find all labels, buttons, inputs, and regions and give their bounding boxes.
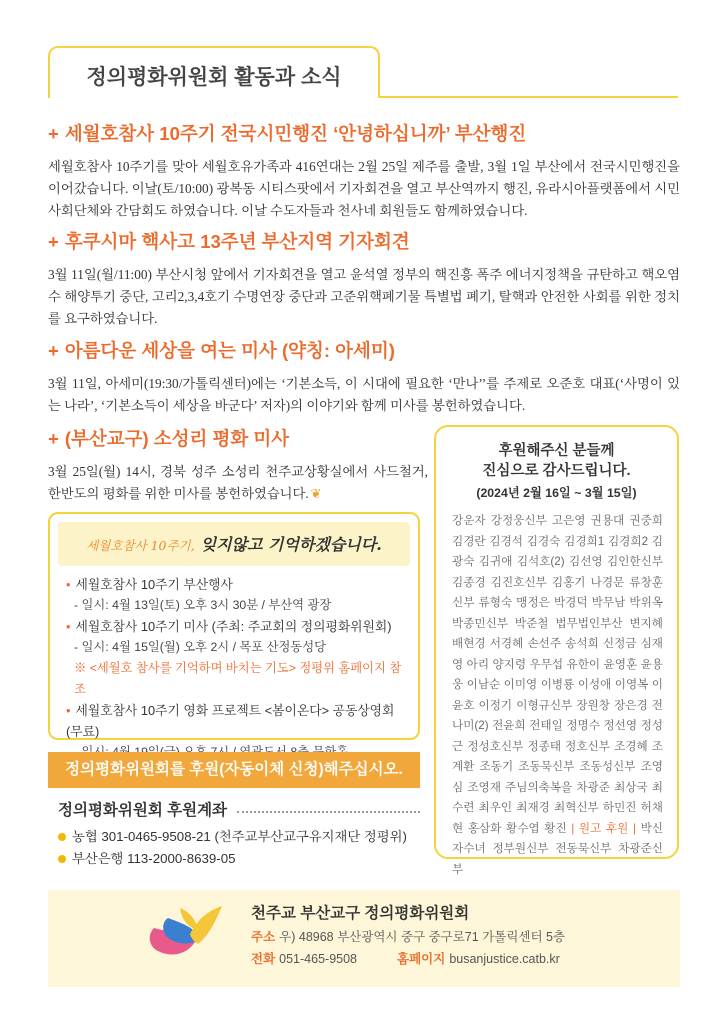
support-banner: 정의평화위원회를 후원(자동이체 신청)해주십시오. [48, 752, 420, 788]
list-item [66, 616, 408, 637]
news-title-text: 후쿠시마 핵사고 13주년 부산지역 기자회견 [64, 231, 410, 252]
news-item-soseongri [48, 425, 428, 505]
news-body: 3월 11일(월/11:00) 부산시청 앞에서 기자회견을 열고 윤석열 정부의 핵진흥 폭주 에너지정책을 규탄하고 핵오염수 해양투기 중단, 고리2,3,4호기 수명연장 중단과 고준위핵폐기물 특별법 폐기, 탈핵과 안전한 사회를 위한 정치를 요구하였습니다. [48, 267, 680, 326]
donors-list [452, 511, 663, 880]
donors-heading-line2: 진심으로 감사드립니다. [482, 463, 631, 479]
organization-name: 천주교 부산교구 정의평화위원회 [251, 905, 470, 922]
address-label: 주소 [251, 930, 276, 944]
plus-icon: + [48, 231, 59, 252]
account-list [58, 826, 420, 870]
address-line [251, 926, 565, 948]
event-title: 세월호참사 10주기 영화 프로젝트 <봄이온다> 공동상영회 (무료) [66, 703, 395, 739]
address-value: 우) 48968 부산광역시 중구 중구로71 가톨릭센터 5층 [279, 930, 566, 944]
sewol-memorial-box [48, 512, 420, 740]
plus-icon: + [48, 123, 59, 144]
dove-logo-icon [144, 900, 224, 970]
bullet-icon [58, 833, 66, 841]
plus-icon: + [48, 428, 59, 449]
memorial-event-list [66, 574, 408, 763]
donor-names: 강운자 강정웅신부 고은영 권용대 권중희 김경란 김경석 김경숙 김경희1 김경희2 김광숙 김귀애 김석호(2) 김선영 김인한신부 김종경 김진호신부 김홍기 나경문 류창훈신부 류형숙 맹정은 박경덕 박무남 박위옥 박종민신부 박준철 법무법인부산 변지혜 배현경 서경혜 손선주 송석희 신정금 심재영 아리 양지령 우무섭 유한이 윤영훈 윤용웅 이남순 이미영 이병룡 이성애 이영복 이윤호 이정기 이형규신부 장원창 장은경 전나미(2) 전윤희 전태일 정명수 정선영 정성근 정성호신부 정종태 정호신부 조경혜 조계환 조동기 조동묵신부 조동성신부 조영심 조영재 주님의축복을 차광준 최상국 최수련 최우인 최재경 최혁신부 하민진 허채현 홍삼화 황수엽 황진 [452, 514, 663, 835]
news-body: 세월호참사 10주기를 맞아 세월호유가족과 416연대는 2월 25일 제주를 출발, 3월 1일 부산에서 전국시민행진을 이어갔습니다. 이날(토/10:00) 광복동 시티스팟에서 기자회견을 열고 부산역까지 행진, 유라시아플랫폼에서 시민사회단체와 간담회도 하였습니다. 이날 수도자들과 천사네 회원들도 함께하였습니다. [48, 159, 680, 218]
news-body [48, 461, 428, 505]
donors-period: (2024년 2월 16일 ~ 3월 15일) [476, 486, 637, 500]
account-number: 농협 301-0465-9508-21 (천주교부산교구유지재단 정평위) [72, 829, 407, 844]
manuscript-support-label: | 원고 후원 | [571, 821, 636, 835]
phone-label: 전화 [251, 952, 276, 966]
account-number: 부산은행 113-2000-8639-05 [72, 851, 236, 866]
header-tab [48, 46, 380, 98]
event-detail: - 일시: 4월 15일(월) 오후 2시 / 목포 산정동성당 [74, 640, 326, 654]
contact-line [251, 948, 565, 970]
news-title-text: (부산교구) 소성리 평화 미사 [64, 428, 290, 449]
list-item [66, 700, 408, 742]
account-title-text: 정의평화위원회 후원계좌 [58, 802, 228, 819]
website-label: 홈페이지 [397, 952, 446, 966]
event-title: 세월호참사 10주기 미사 (주최: 주교회의 정의평화위원회) [75, 619, 392, 634]
account-title [58, 798, 420, 820]
footer-info [251, 902, 565, 970]
bullet-icon: • [66, 577, 71, 592]
event-detail: - 일시: 4월 13일(토) 오후 3시 30분 / 부산역 광장 [74, 598, 332, 612]
news-body: 3월 11일, 아세미(19:30/가톨릭센터)에는 ‘기본소득, 이 시대에 필요한 ‘만나’’를 주제로 오준호 대표(‘사명이 있는 나라’, ‘기본소득이 세상을 바군다’ 저자)의 이야기와 함께 미사를 봉헌하였습니다. [48, 376, 680, 413]
news-title [48, 228, 680, 254]
donors-heading-line1: 후원해주신 분들께 [498, 443, 615, 459]
memorial-banner-lead: 세월호참사 10주기, [86, 538, 195, 553]
donors-box [434, 425, 679, 876]
phone-value: 051-465-9508 [279, 952, 358, 966]
news-title-text: 아름다운 세상을 여는 미사 (약칭: 아세미) [64, 340, 395, 361]
list-item [66, 574, 408, 595]
manuscript-support-names: 박신자수녀 정부원신부 전동묵신부 차광준신부 [452, 821, 663, 876]
bullet-icon: • [66, 619, 71, 634]
news-title [48, 337, 680, 363]
event-note: ※ <세월호 참사를 기억하며 바치는 기도> 정평위 홈페이지 참조 [74, 661, 402, 696]
section-header [48, 44, 678, 104]
donors-heading [436, 441, 677, 505]
list-item [58, 826, 420, 848]
memorial-banner-slogan: 잊지않고 기억하겠습니다. [200, 535, 382, 554]
news-title-text: 세월호참사 10주기 전국시민행진 ‘안녕하십니까’ 부산행진 [64, 123, 527, 144]
news-item-asemi [48, 337, 680, 417]
memorial-banner [58, 522, 410, 566]
bullet-icon [58, 855, 66, 863]
page-title: 정의평화위원회 활동과 소식 [86, 66, 342, 89]
bullet-icon: • [66, 703, 71, 718]
news-item-sewol-march [48, 120, 680, 222]
website-link[interactable]: busanjustice.catb.kr [449, 952, 560, 966]
footer [48, 890, 680, 987]
plus-icon: + [48, 340, 59, 361]
news-title [48, 120, 680, 146]
leaf-icon: ❦ [310, 486, 322, 501]
dotted-leader [237, 811, 420, 813]
news-item-fukushima [48, 228, 680, 330]
news-body-text: 3월 25일(월) 14시, 경북 성주 소성리 천주교상황실에서 사드철거, 한반도의 평화를 위한 미사를 봉헌하였습니다. [48, 464, 428, 501]
event-title: 세월호참사 10주기 부산행사 [75, 577, 233, 592]
list-item [58, 848, 420, 870]
news-title [48, 425, 428, 451]
